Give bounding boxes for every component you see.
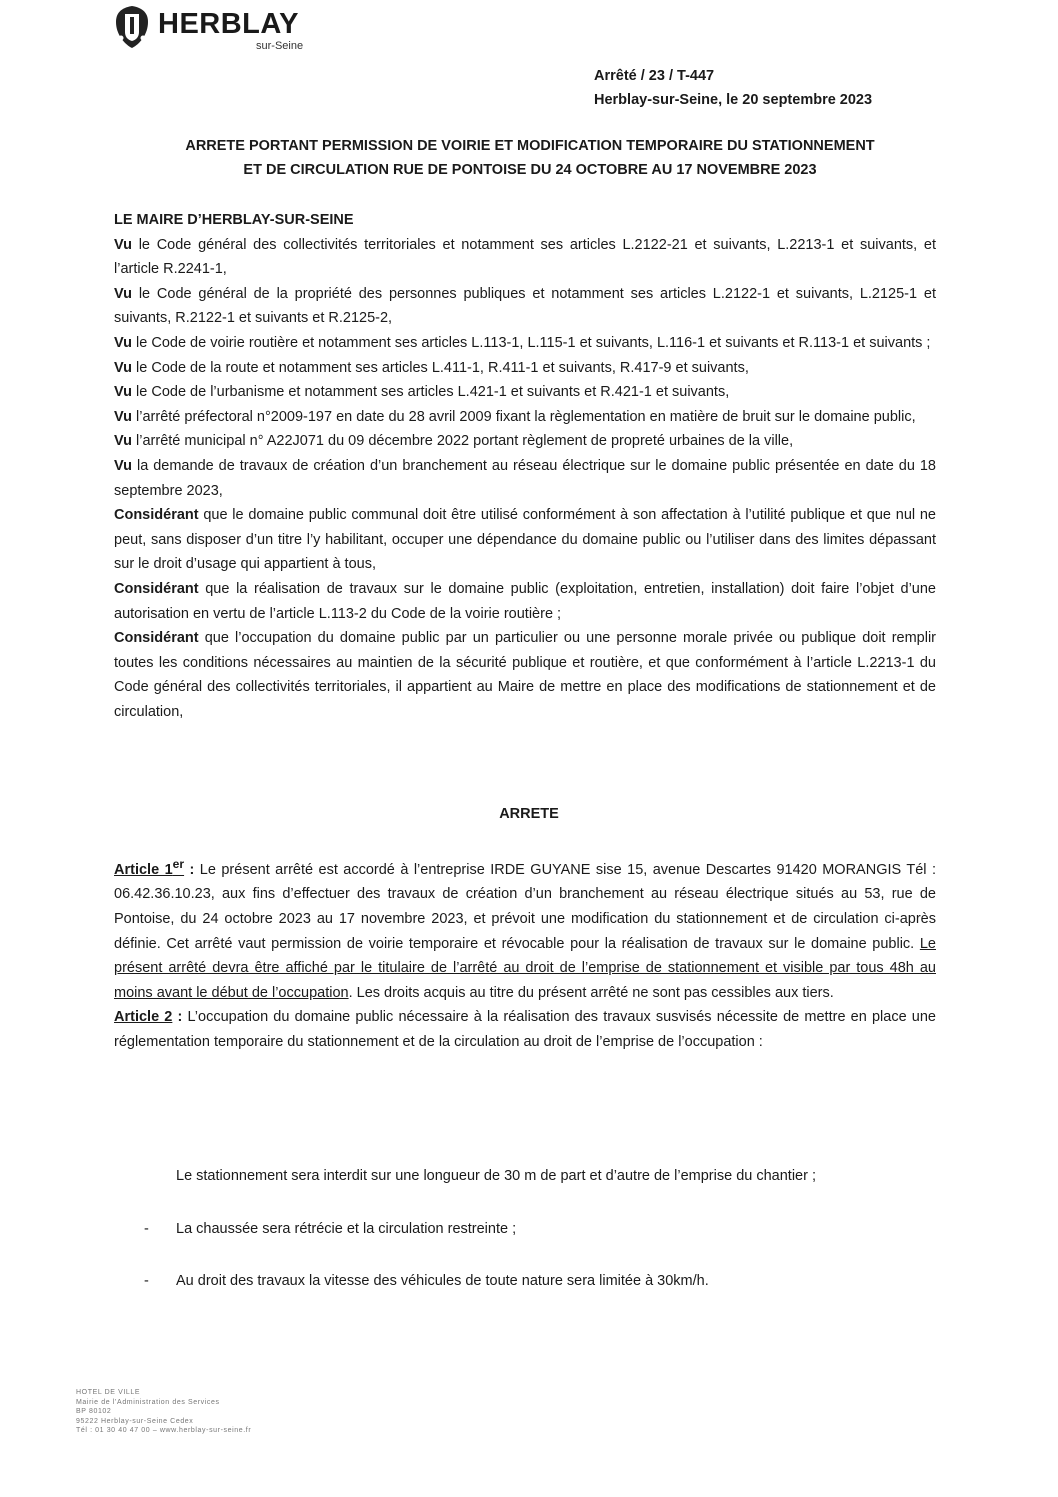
traffic-measures-list [140,1164,936,1322]
visa-label: Vu [114,285,132,302]
visa-text: la demande de travaux de création d’un branchement au réseau électrique sur le domaine public présentée en date du 18 septembre 2023, [114,457,936,499]
article-1-label [114,857,185,878]
recital-1 [114,503,936,577]
visa-8 [114,454,936,503]
article-1-text-end: . Les droits acquis au titre du présent arrêté ne sont pas cessibles aux tiers. [348,984,834,1001]
decree-reference: Arrêté / 23 / T-447 [594,68,715,84]
visa-label: Vu [114,334,132,351]
recital-label: Considérant [114,580,199,597]
visa-text: le Code de l’urbanisme et notamment ses articles L.421-1 et suivants et R.421-1 et suivants, [132,384,730,401]
recital-label: Considérant [114,630,199,647]
article-1-superscript: er [172,857,185,871]
visa-7 [114,429,936,454]
article-2-colon: : [172,1009,183,1026]
visa-1 [114,233,936,282]
article-1-text: Le présent arrêté est accordé à l’entreprise IRDE GUYANE sise 15, avenue Descartes 91420 MORANGIS Tél : 06.42.36.10.23, aux fins d’effectuer des travaux de création d’un branchement au réseau électrique situés au 53, rue de Pontoise, du 24 octobre 2023 au 17 novembre 2023, et prévoit une modification du stationnement et de circulation ci-après définie. Cet arrêté vaut permission de voirie temporaire et révocable pour la réalisation de travaux sur le domaine public. [114,861,936,952]
recital-text: que le domaine public communal doit être utilisé conformément à son affectation à l’utilité publique et que nul ne peut, sans disposer d’un titre l’y habilitant, occuper une dépendance du domaine public ou l’utiliser dans des limites dépassant sur le droit d’usage qui appartient à tous, [114,507,936,573]
visa-6 [114,405,936,430]
place-and-date: Herblay-sur-Seine, le 20 septembre 2023 [594,92,873,108]
visa-text: l’arrêté préfectoral n°2009-197 en date du 28 avril 2009 fixant la règlementation en matière de bruit sur le domaine public, [132,408,916,425]
footer-line: 95222 Herblay-sur-Seine Cedex [76,1417,194,1425]
visa-label: Vu [114,236,132,253]
mayor-heading: LE MAIRE D’HERBLAY-SUR-SEINE [114,212,354,228]
recital-2 [114,577,936,626]
recital-label: Considérant [114,507,199,524]
title-line-2: ET DE CIRCULATION RUE DE PONTOISE DU 24 OCTOBRE AU 17 NOVEMBRE 2023 [243,162,817,178]
preamble [114,208,936,724]
article-2-text: L’occupation du domaine public nécessaire à la réalisation des travaux susvisés nécessite de mettre en place une réglementation temporaire du stationnement et de la circulation au droit de l’emprise de l’occupation : [114,1009,936,1050]
document-title [100,134,960,182]
article-1 [114,852,936,1005]
list-item [140,1269,936,1294]
recital-text: que l’occupation du domaine public par un particulier ou une personne morale privée ou publique doit remplir toutes les conditions nécessaires au maintien de la sécurité publique et routière, et que conformément à l’article L.2213-1 du Code général des collectivités territoriales, il appartient au Maire de mettre en place des modifications de stationnement et de circulation, [114,630,936,720]
list-bullet: - [144,1273,149,1290]
article-1-number: Article 1 [114,861,173,878]
visa-3 [114,331,936,356]
logo-wordmark: HERBLAY [158,8,300,40]
measure-text: Le stationnement sera interdit sur une longueur de 30 m de part et d’autre de l’emprise du chantier ; [176,1168,816,1184]
visa-text: le Code de la route et notamment ses articles L.411-1, R.411-1 et suivants, R.417-9 et suivants, [132,359,749,376]
visa-5 [114,380,936,405]
title-line-1: ARRETE PORTANT PERMISSION DE VOIRIE ET MODIFICATION TEMPORAIRE DU STATIONNEMENT [185,138,875,154]
city-hall-address-footer [76,1388,396,1436]
list-bullet: - [144,1220,149,1237]
article-1-colon: : [184,861,195,878]
visa-label: Vu [114,433,132,450]
visa-label: Vu [114,384,132,401]
measure-text: La chaussée sera rétrécie et la circulation restreinte ; [176,1220,517,1237]
visa-label: Vu [114,457,132,474]
decree-heading: ARRETE [499,806,559,822]
list-item [140,1164,936,1189]
footer-line: Mairie de l’Administration des Services [76,1398,220,1406]
visa-text: le Code général des collectivités territoriales et notamment ses articles L.2122-21 et suivants, L.2213-1 et suivants, et l’article R.2241-1, [114,236,936,278]
articles [114,852,936,1055]
measure-text: Au droit des travaux la vitesse des véhicules de toute nature sera limitée à 30km/h. [176,1273,709,1290]
footer-line: HOTEL DE VILLE [76,1389,141,1396]
logo-subtitle: sur-Seine [256,40,304,52]
visa-2 [114,282,936,331]
visa-text: le Code de voirie routière et notamment ses articles L.113-1, L.115-1 et suivants, L.116-1 et suivants et R.113-1 et suivants ; [132,334,931,351]
footer-line: Tél : 01 30 40 47 00 – www.herblay-sur-seine.fr [76,1427,252,1434]
article-2-label: Article 2 [114,1009,173,1026]
article-2 [114,1005,936,1054]
visa-label: Vu [114,408,132,425]
visa-label: Vu [114,359,132,376]
city-crest-icon [112,4,152,50]
footer-line: BP 80102 [76,1408,112,1415]
visa-4 [114,356,936,381]
visa-text: l’arrêté municipal n° A22J071 du 09 décembre 2022 portant règlement de propreté urbaines de la ville, [132,433,794,450]
document-reference-block [594,64,872,112]
city-logo [112,4,332,56]
recital-text: que la réalisation de travaux sur le domaine public (exploitation, entretien, installation) doit faire l’objet d’une autorisation en vertu de l’article L.113-2 du Code de la voirie routière ; [114,580,936,622]
recital-3 [114,626,936,724]
visa-text: le Code général de la propriété des personnes publiques et notamment ses articles L.2122-1 et suivants, L.2125-1 et suivants, R.2122-1 et suivants et R.2125-2, [114,285,936,327]
list-item [140,1217,936,1242]
article-1-display-notice: Le présent arrêté devra être affiché par le titulaire de l’arrêté au droit de l’emprise de stationnement et visible par tous 48h au moins avant le début de l’occupation [114,935,936,1001]
